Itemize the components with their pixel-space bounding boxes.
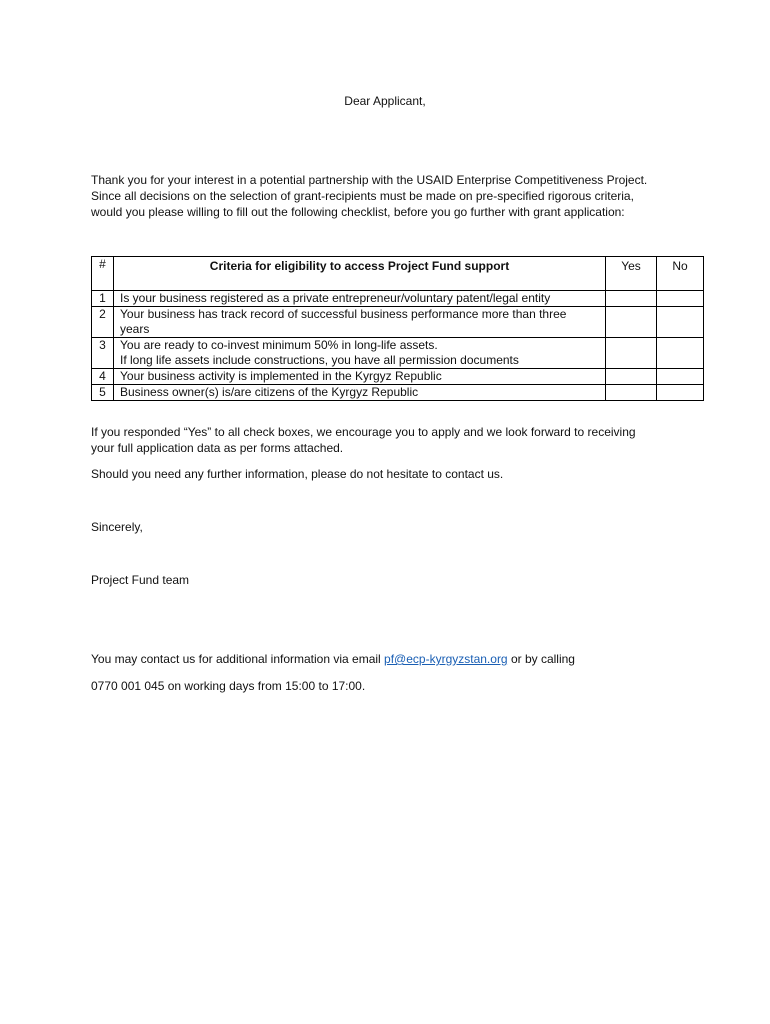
yes-checkbox-cell[interactable] <box>606 307 657 338</box>
contact-prefix: You may contact us for additional information via email <box>91 652 385 666</box>
no-checkbox-cell[interactable] <box>657 307 704 338</box>
criteria-cell <box>114 307 606 338</box>
checklist-header-row <box>92 257 704 291</box>
criteria-text: If long life assets include constructions, you have all permission documents <box>120 353 519 367</box>
closing-paragraph <box>91 424 680 456</box>
no-checkbox-cell[interactable] <box>657 338 704 369</box>
sign-off: Sincerely, <box>91 520 143 534</box>
row-number: 4 <box>92 369 114 385</box>
number-column-header: # <box>92 257 114 291</box>
intro-line: would you please willing to fill out the following checklist, before you go further with grant application: <box>91 205 625 219</box>
further-info-paragraph: Should you need any further information, please do not hesitate to contact us. <box>91 467 504 481</box>
table-row <box>92 369 704 385</box>
criteria-cell <box>114 369 606 385</box>
intro-line: Since all decisions on the selection of grant-recipients must be made on pre-specified rigorous criteria, <box>91 189 634 203</box>
table-row <box>92 291 704 307</box>
yes-checkbox-cell[interactable] <box>606 385 657 401</box>
criteria-column-header: Criteria for eligibility to access Project Fund support <box>114 257 606 291</box>
contact-email-link[interactable]: pf@ecp-kyrgyzstan.org <box>384 652 508 666</box>
contact-line <box>91 651 711 667</box>
no-checkbox-cell[interactable] <box>657 369 704 385</box>
contact-suffix: or by calling <box>507 652 575 666</box>
yes-column-header: Yes <box>606 257 657 291</box>
table-row <box>92 338 704 369</box>
no-checkbox-cell[interactable] <box>657 385 704 401</box>
criteria-text: Is your business registered as a private entrepreneur/voluntary patent/legal entity <box>120 291 551 305</box>
table-row <box>92 307 704 338</box>
row-number: 1 <box>92 291 114 307</box>
closing-line: If you responded “Yes” to all check boxes, we encourage you to apply and we look forward to receiving <box>91 425 636 439</box>
criteria-text: Your business activity is implemented in the Kyrgyz Republic <box>120 369 442 383</box>
intro-line: Thank you for your interest in a potential partnership with the USAID Enterprise Competitiveness Project. <box>91 173 648 187</box>
row-number: 2 <box>92 307 114 338</box>
eligibility-checklist <box>91 256 704 401</box>
signature: Project Fund team <box>91 573 190 587</box>
salutation: Dear Applicant, <box>344 94 426 108</box>
criteria-cell <box>114 291 606 307</box>
criteria-text: Your business has track record of successful business performance more than three years <box>120 307 567 336</box>
criteria-cell <box>114 385 606 401</box>
no-checkbox-cell[interactable] <box>657 291 704 307</box>
no-column-header: No <box>657 257 704 291</box>
criteria-text: You are ready to co-invest minimum 50% in long-life assets. <box>120 338 438 352</box>
criteria-cell <box>114 338 606 369</box>
yes-checkbox-cell[interactable] <box>606 291 657 307</box>
closing-line: your full application data as per forms attached. <box>91 441 344 455</box>
contact-phone-line: 0770 001 045 on working days from 15:00 to 17:00. <box>91 679 366 693</box>
row-number: 3 <box>92 338 114 369</box>
row-number: 5 <box>92 385 114 401</box>
intro-paragraph <box>91 172 680 220</box>
table-row <box>92 385 704 401</box>
criteria-text: Business owner(s) is/are citizens of the Kyrgyz Republic <box>120 385 419 399</box>
yes-checkbox-cell[interactable] <box>606 369 657 385</box>
yes-checkbox-cell[interactable] <box>606 338 657 369</box>
